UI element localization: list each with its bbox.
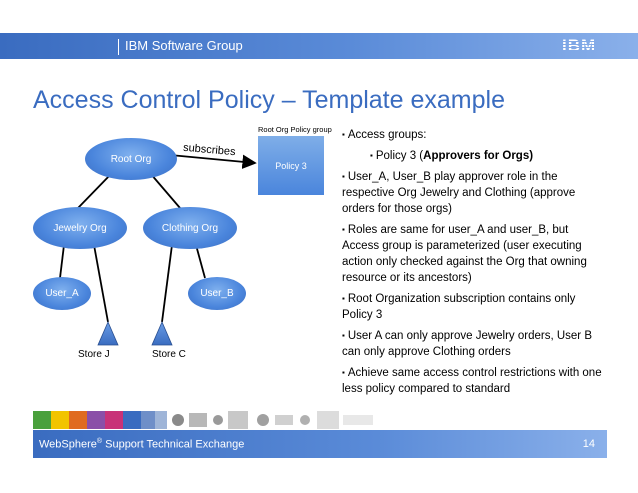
bullet-item: ▪ Root Organization subscription contains only Policy 3 xyxy=(342,293,576,321)
bullet-item: ▪ Roles are same for user_A and user_B, but Access group is parameterized (user executing action only checked against the Org that owning resource or its ancestors) xyxy=(342,224,587,284)
node-root-org xyxy=(85,138,177,180)
edge-root-jewelry xyxy=(78,173,112,208)
store-j-label: Store J xyxy=(78,349,110,360)
node-clothing-org-label: Clothing Org xyxy=(161,222,219,234)
edge-jewelry-usera xyxy=(60,245,64,278)
store-c-icon xyxy=(152,322,172,345)
footer-brand: WebSphere xyxy=(39,438,97,451)
footer-bar xyxy=(33,430,607,458)
bullet-bold-text: Approvers for Orgs) xyxy=(423,150,534,162)
node-user-b-label: User_B xyxy=(200,288,234,299)
bullet-item: ▪ Policy 3 (Approvers for Orgs) xyxy=(370,150,534,162)
node-clothing-org xyxy=(143,207,237,249)
policy-group-label: Root Org Policy group xyxy=(258,125,332,134)
header-group-name: IBM Software Group xyxy=(125,38,243,53)
node-jewelry-org-label: Jewelry Org xyxy=(53,222,107,234)
node-jewelry-org xyxy=(33,207,127,249)
footer-title xyxy=(39,438,244,451)
bullet-item: ▪ User_A, User_B play approver role in the respective Org Jewelry and Clothing (approve orders for those orgs) xyxy=(342,171,576,215)
page-number: 14 xyxy=(582,438,595,450)
bullet-item: ▪ User A can only approve Jewelry orders, User B can only approve Clothing orders xyxy=(342,330,593,358)
ibm-logo: IBM xyxy=(562,36,597,55)
bullet-item: ▪ Access groups: xyxy=(342,129,427,141)
slide-title: Access Control Policy – Template example xyxy=(33,86,505,114)
bullet-text: Roles are same for user_A and user_B, but Access group is parameterized (user executing action only checked against the Org that owning resource or its ancestors) xyxy=(342,224,587,284)
footer-reg: ® xyxy=(96,438,103,445)
edge-root-clothing xyxy=(150,173,180,208)
bullet-item: ▪ Achieve same access control restrictions with one less policy compared to standard xyxy=(342,367,602,395)
edge-jewelry-storej xyxy=(94,245,108,322)
footer-rest: Support Technical Exchange xyxy=(102,438,245,451)
node-user-b xyxy=(188,277,246,310)
bullet-text: Root Organization subscription contains only Policy 3 xyxy=(342,293,576,321)
bullet-text: User_A, User_B play approver role in the respective Org Jewelry and Clothing (approve orders for those orgs) xyxy=(342,171,576,215)
bullet-text: User A can only approve Jewelry orders, User B can only approve Clothing orders xyxy=(342,330,593,358)
node-user-a-label: User_A xyxy=(45,288,79,299)
edge-clothing-storec xyxy=(162,245,172,322)
bullet-text: Policy 3 ( xyxy=(375,150,424,162)
policy-3-label: Policy 3 xyxy=(275,160,307,171)
store-c-label: Store C xyxy=(152,349,186,360)
policy-3-box xyxy=(258,136,324,195)
node-root-org-label: Root Org xyxy=(110,153,152,165)
bullet-list xyxy=(342,127,602,402)
bullet-text: Achieve same access control restrictions with one less policy compared to standard xyxy=(342,367,602,395)
store-j-icon xyxy=(98,322,118,345)
node-user-a xyxy=(33,277,91,310)
subscribes-label: subscribes xyxy=(182,141,237,159)
edge-clothing-userb xyxy=(196,245,205,278)
bullet-text: Access groups: xyxy=(347,129,427,141)
decorative-color-strip xyxy=(33,411,373,429)
